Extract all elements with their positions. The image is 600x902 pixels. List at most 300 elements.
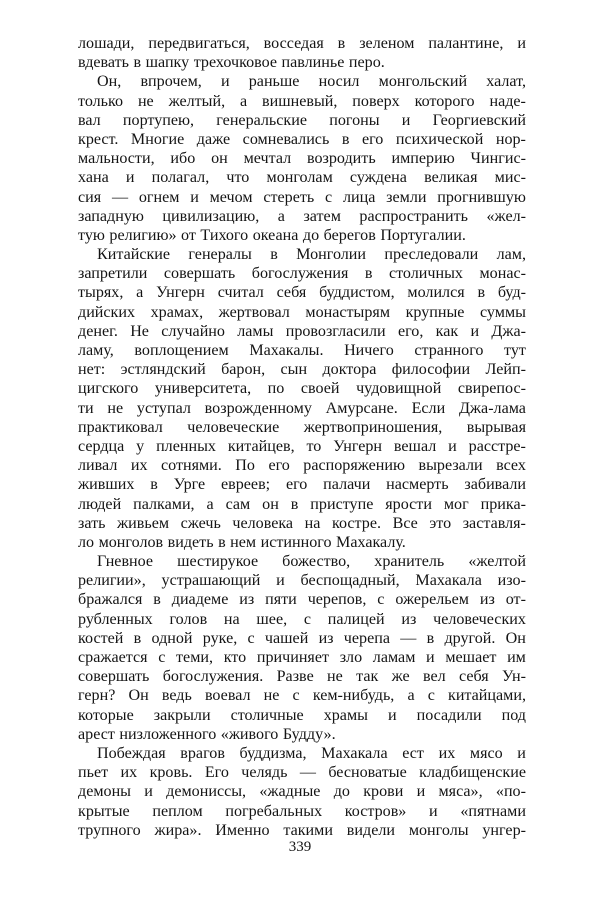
page-number: 339 bbox=[288, 839, 312, 855]
word: монголы bbox=[408, 821, 469, 839]
word: забивали bbox=[464, 476, 526, 494]
word: великая bbox=[424, 169, 478, 187]
word: которые bbox=[78, 706, 134, 724]
word: совершать bbox=[78, 668, 150, 686]
word: восседая bbox=[263, 35, 324, 52]
word: низложенного bbox=[119, 725, 217, 743]
word: сия bbox=[78, 188, 102, 206]
word: пяти bbox=[265, 591, 297, 609]
text-line bbox=[78, 552, 526, 571]
word: Урге bbox=[173, 476, 206, 494]
word: из bbox=[239, 591, 255, 609]
word: заставля- bbox=[462, 514, 526, 532]
word: лам, bbox=[496, 246, 526, 264]
word: желтый, bbox=[168, 92, 226, 110]
word: теми, bbox=[176, 649, 214, 666]
word: ти bbox=[78, 399, 94, 417]
word: и bbox=[387, 706, 397, 724]
word: и bbox=[276, 572, 285, 590]
word: «живого bbox=[220, 725, 279, 743]
word: вешал bbox=[393, 437, 437, 455]
word: костров» bbox=[344, 802, 407, 820]
word: унгер- bbox=[482, 821, 526, 839]
word: тырях, bbox=[78, 284, 124, 302]
word: Махакала bbox=[415, 572, 482, 590]
word: герн? bbox=[78, 687, 116, 705]
word: шее, bbox=[256, 610, 288, 628]
word: их bbox=[438, 744, 456, 762]
word: трехочковое bbox=[193, 54, 277, 72]
word: врагов bbox=[180, 744, 225, 762]
word: сам bbox=[225, 495, 251, 513]
word: Он bbox=[505, 629, 526, 647]
word: и bbox=[426, 649, 435, 666]
word: религию» bbox=[109, 226, 177, 244]
word: даже bbox=[196, 130, 231, 148]
word: демониссы, bbox=[166, 783, 247, 801]
word: религии», bbox=[78, 572, 146, 590]
word: западную bbox=[78, 207, 144, 225]
text-line bbox=[78, 533, 526, 552]
word: от bbox=[181, 226, 196, 244]
word: ло bbox=[78, 533, 95, 551]
word: распоряжению bbox=[303, 457, 406, 475]
word: же bbox=[391, 668, 410, 686]
word: и bbox=[144, 783, 153, 801]
word: Португалии. bbox=[380, 226, 466, 244]
word: в bbox=[150, 476, 158, 494]
word: и bbox=[470, 322, 480, 340]
word: воплощением bbox=[134, 342, 229, 359]
word: видеть bbox=[167, 533, 214, 551]
word: Именно bbox=[215, 821, 270, 839]
word: по bbox=[267, 380, 285, 398]
text-line bbox=[78, 686, 526, 705]
word: у bbox=[136, 437, 145, 455]
word: в bbox=[364, 265, 373, 283]
word: кровь. bbox=[149, 764, 193, 782]
text-line bbox=[78, 283, 526, 302]
word: храмы bbox=[323, 706, 368, 724]
word: столичных bbox=[388, 265, 463, 283]
word: и bbox=[429, 802, 438, 820]
word: Монголии bbox=[296, 246, 367, 264]
word: а bbox=[407, 687, 415, 705]
text-line bbox=[78, 802, 526, 821]
word: ламу, bbox=[78, 342, 114, 359]
word: всех bbox=[496, 457, 526, 475]
word: его bbox=[285, 476, 308, 494]
word: крест. bbox=[78, 130, 119, 148]
text-line bbox=[78, 763, 526, 782]
word: под bbox=[501, 706, 526, 724]
word: так bbox=[356, 668, 379, 686]
word: он bbox=[262, 495, 279, 513]
text-line bbox=[78, 725, 526, 744]
word: жертвовал bbox=[218, 303, 290, 321]
word: чудовищной bbox=[356, 380, 442, 398]
word: Китайские bbox=[97, 246, 171, 264]
word: провозгласили bbox=[285, 322, 386, 340]
word: Махакалы. bbox=[249, 342, 324, 359]
word: земли bbox=[386, 188, 427, 206]
word: евреев; bbox=[221, 476, 271, 494]
word: стереть bbox=[263, 188, 315, 206]
word: вырывая bbox=[466, 418, 526, 436]
word: костре. bbox=[331, 514, 382, 532]
word: которого bbox=[414, 92, 475, 110]
word: Гневное bbox=[97, 553, 154, 571]
word: Он, bbox=[97, 73, 122, 91]
word: а bbox=[240, 92, 248, 110]
text-line bbox=[78, 168, 526, 187]
word: черепов, bbox=[307, 591, 367, 609]
word: крытые bbox=[78, 802, 130, 820]
word: и bbox=[190, 188, 199, 206]
word: из bbox=[479, 591, 495, 609]
word: берегов bbox=[323, 226, 376, 244]
word: По bbox=[235, 457, 255, 475]
word: вдевать bbox=[78, 54, 130, 72]
word: палками, bbox=[133, 495, 195, 513]
word: в bbox=[341, 130, 350, 148]
text-line bbox=[78, 322, 526, 341]
word: мечом bbox=[209, 188, 253, 206]
word: доктора bbox=[322, 361, 377, 379]
word: Все bbox=[392, 514, 418, 532]
word: пеплом bbox=[152, 802, 203, 820]
word: суждена bbox=[349, 169, 407, 187]
word: кто bbox=[223, 649, 247, 666]
word: закрыли bbox=[153, 706, 211, 724]
word: изо- bbox=[497, 572, 526, 590]
word: от- bbox=[505, 591, 526, 609]
word: людей bbox=[78, 495, 122, 513]
word: цивилизацию, bbox=[162, 207, 260, 225]
word: в bbox=[133, 54, 142, 72]
word: такими bbox=[283, 821, 333, 839]
text-line bbox=[78, 111, 526, 130]
text-line bbox=[78, 226, 526, 245]
word: Разве bbox=[276, 668, 314, 686]
word: вишневый, bbox=[262, 92, 338, 110]
word: жертвоприношения, bbox=[303, 418, 443, 436]
word: психической bbox=[395, 130, 484, 148]
word: шапку bbox=[145, 54, 190, 72]
word: на bbox=[223, 610, 240, 628]
word: монастырям bbox=[305, 303, 391, 321]
word: палицей bbox=[327, 610, 385, 628]
word: монгольский bbox=[378, 73, 468, 91]
word: сотнями. bbox=[160, 457, 222, 475]
word: жира». bbox=[154, 821, 202, 839]
word: арест bbox=[78, 725, 115, 743]
word: совершать bbox=[163, 265, 236, 283]
word: университета, bbox=[154, 380, 252, 398]
word: ливал bbox=[78, 457, 118, 475]
word: из bbox=[401, 610, 417, 628]
text-line bbox=[78, 706, 526, 725]
word: и bbox=[416, 783, 426, 801]
word: вал bbox=[78, 111, 101, 129]
word: и bbox=[220, 73, 230, 91]
word: устрашающий bbox=[161, 572, 261, 590]
word: в bbox=[477, 284, 486, 302]
text-line bbox=[78, 590, 526, 609]
word: буддизма, bbox=[239, 744, 307, 762]
word: кладбищенские bbox=[419, 764, 526, 782]
word: руке, bbox=[202, 629, 238, 647]
word: ярости bbox=[385, 495, 432, 513]
word: передвигаться, bbox=[148, 35, 250, 52]
word: себя bbox=[459, 668, 489, 686]
word: мяса», bbox=[438, 783, 483, 801]
word: погребальных bbox=[225, 802, 323, 820]
word: приступе bbox=[310, 495, 374, 513]
word: халат, bbox=[486, 73, 526, 91]
word: беспощадный, bbox=[300, 572, 400, 590]
word: черепа bbox=[343, 629, 390, 647]
word: шестирукое bbox=[177, 553, 259, 571]
word: как bbox=[435, 322, 459, 340]
word: зеленом bbox=[359, 35, 415, 52]
text-line bbox=[78, 245, 526, 264]
word: крупные bbox=[405, 303, 465, 321]
word: и bbox=[448, 437, 457, 455]
word: распространить bbox=[359, 207, 468, 225]
text-line bbox=[78, 72, 526, 91]
word: носил bbox=[318, 73, 360, 91]
word: уступал bbox=[136, 399, 191, 417]
word: до bbox=[302, 226, 320, 244]
text-line bbox=[78, 514, 526, 533]
word: ожерельем bbox=[395, 591, 469, 609]
word: столичные bbox=[230, 706, 304, 724]
word: их bbox=[120, 764, 138, 782]
word: ест bbox=[402, 744, 424, 762]
word: расстре- bbox=[468, 437, 526, 455]
text-line bbox=[78, 34, 526, 53]
word: странного bbox=[414, 342, 484, 359]
word: Побеждая bbox=[97, 744, 166, 762]
word: Будду». bbox=[282, 725, 336, 743]
word: философии bbox=[391, 361, 471, 379]
word: чашей bbox=[264, 629, 309, 647]
word: монас- bbox=[479, 265, 526, 283]
word: он bbox=[211, 150, 228, 168]
word: с bbox=[247, 629, 255, 647]
text-line bbox=[78, 92, 526, 111]
text-line bbox=[78, 303, 526, 322]
word: и bbox=[125, 169, 135, 187]
word: прика- bbox=[480, 495, 526, 513]
word: не bbox=[263, 687, 280, 705]
word: мечтал bbox=[243, 150, 292, 168]
word: дийских bbox=[78, 303, 136, 321]
word: человеческие bbox=[187, 418, 280, 436]
text-line bbox=[78, 475, 526, 494]
word: Махакалу. bbox=[336, 533, 406, 551]
word: Джа-лама bbox=[458, 399, 526, 417]
word: богослужения. bbox=[162, 668, 264, 686]
word: — bbox=[400, 629, 417, 647]
word: Ун- bbox=[502, 668, 526, 686]
word: нет: bbox=[78, 361, 106, 379]
word: диадеме bbox=[171, 591, 229, 609]
word: челядь bbox=[241, 764, 288, 782]
word: пленных bbox=[156, 437, 216, 455]
word: Унгерн bbox=[156, 284, 205, 302]
word: Если bbox=[411, 399, 446, 417]
word: Чингис- bbox=[470, 150, 526, 168]
word: из bbox=[318, 629, 334, 647]
word: голов bbox=[169, 610, 208, 628]
word: молился bbox=[407, 284, 465, 302]
word: ламы bbox=[237, 322, 274, 340]
word: зло bbox=[339, 649, 363, 666]
word: и bbox=[517, 35, 526, 52]
word: буддистом, bbox=[319, 284, 395, 302]
word: надe- bbox=[489, 92, 526, 110]
word: случайно bbox=[161, 322, 225, 340]
word: впрочем, bbox=[140, 73, 202, 91]
word: в bbox=[133, 629, 142, 647]
word: а bbox=[136, 284, 144, 302]
word: павлинье bbox=[281, 54, 345, 72]
word: сомневались bbox=[242, 130, 330, 148]
word: буд- bbox=[497, 284, 526, 302]
word: «по- bbox=[495, 783, 526, 801]
word: считал bbox=[217, 284, 264, 302]
text-line bbox=[78, 418, 526, 437]
word: лица bbox=[342, 188, 376, 206]
word: Его bbox=[204, 764, 229, 782]
word: денег. bbox=[78, 322, 118, 340]
word: «жел- bbox=[486, 207, 526, 225]
text-line bbox=[78, 207, 526, 226]
text-line bbox=[78, 629, 526, 648]
word: возродить bbox=[306, 150, 376, 168]
word: другой. bbox=[444, 629, 496, 647]
word: себя bbox=[276, 284, 307, 302]
word: прогнившую bbox=[437, 188, 526, 206]
word: и bbox=[401, 111, 411, 129]
word: не bbox=[327, 668, 343, 686]
word: кем-нибудь, bbox=[312, 687, 395, 705]
word: с bbox=[292, 687, 300, 705]
word: это bbox=[429, 514, 452, 532]
word: китайцев, bbox=[227, 437, 295, 455]
word: погоны bbox=[329, 111, 380, 129]
word: запретили bbox=[78, 265, 148, 283]
word: его bbox=[268, 457, 290, 475]
word: «пятнами bbox=[460, 802, 526, 820]
word: в bbox=[426, 629, 435, 647]
word: вырезали bbox=[418, 457, 483, 475]
text-line bbox=[78, 379, 526, 398]
word: ибо bbox=[170, 150, 196, 168]
word: им bbox=[507, 649, 526, 666]
word: ведь bbox=[161, 687, 192, 705]
word: раньше bbox=[248, 73, 300, 91]
word: рубленных bbox=[78, 610, 153, 628]
word: не bbox=[137, 92, 154, 110]
word: Георгиевский bbox=[432, 111, 526, 129]
word: монголам bbox=[266, 169, 333, 187]
word: тут bbox=[504, 342, 526, 359]
text-line bbox=[78, 360, 526, 379]
word: демоны bbox=[78, 783, 131, 801]
word: суммы bbox=[480, 303, 526, 321]
word: — bbox=[111, 188, 129, 206]
word: бесноватые bbox=[328, 764, 407, 782]
word: мальности, bbox=[78, 150, 155, 168]
word: а bbox=[277, 207, 285, 225]
word: барон, bbox=[221, 361, 266, 379]
word: сжечь bbox=[180, 514, 221, 532]
word: не bbox=[107, 399, 124, 417]
word: насмерть bbox=[386, 476, 449, 494]
word: палантине, bbox=[428, 35, 504, 52]
word: портупею, bbox=[122, 111, 195, 129]
word: Амурсане. bbox=[325, 399, 398, 417]
word: поверх bbox=[352, 92, 400, 110]
word: и bbox=[517, 744, 526, 762]
word: мог bbox=[443, 495, 469, 513]
word: посадили bbox=[416, 706, 482, 724]
word: преследовали bbox=[384, 246, 479, 264]
word: с bbox=[158, 649, 166, 666]
word: китайцами, bbox=[448, 687, 526, 705]
word: с bbox=[325, 188, 333, 206]
word: до bbox=[333, 783, 350, 801]
word: Лейп- bbox=[485, 361, 526, 379]
word: цигского bbox=[78, 380, 139, 398]
word: огнем bbox=[138, 188, 180, 206]
word: монголов bbox=[98, 533, 164, 551]
word: мис- bbox=[494, 169, 526, 187]
word: в bbox=[337, 35, 346, 52]
word: человека bbox=[232, 514, 294, 532]
text-line bbox=[78, 130, 526, 149]
word: в bbox=[218, 533, 226, 551]
word: вел bbox=[423, 668, 446, 686]
word: видели bbox=[346, 821, 395, 839]
word: бражался bbox=[78, 591, 143, 609]
word: крови bbox=[363, 783, 404, 801]
word: сын bbox=[280, 361, 308, 379]
word: палачи bbox=[323, 476, 371, 494]
text-line bbox=[78, 821, 526, 840]
word: костей bbox=[78, 629, 124, 647]
word: Джа- bbox=[491, 322, 526, 340]
text-line bbox=[78, 53, 526, 72]
word: его bbox=[361, 130, 384, 148]
word: Унгерн bbox=[333, 437, 383, 455]
word: Не bbox=[130, 322, 149, 340]
word: «жадные bbox=[259, 783, 321, 801]
word: нор- bbox=[495, 130, 526, 148]
word: свирепос- bbox=[457, 380, 526, 398]
word: зать bbox=[78, 514, 106, 532]
word: Многие bbox=[130, 130, 185, 148]
word: Махакала bbox=[321, 744, 388, 762]
word: в bbox=[270, 246, 278, 264]
word: океана bbox=[252, 226, 299, 244]
text-line bbox=[78, 188, 526, 207]
text-line bbox=[78, 149, 526, 168]
word: храмах, bbox=[150, 303, 204, 321]
